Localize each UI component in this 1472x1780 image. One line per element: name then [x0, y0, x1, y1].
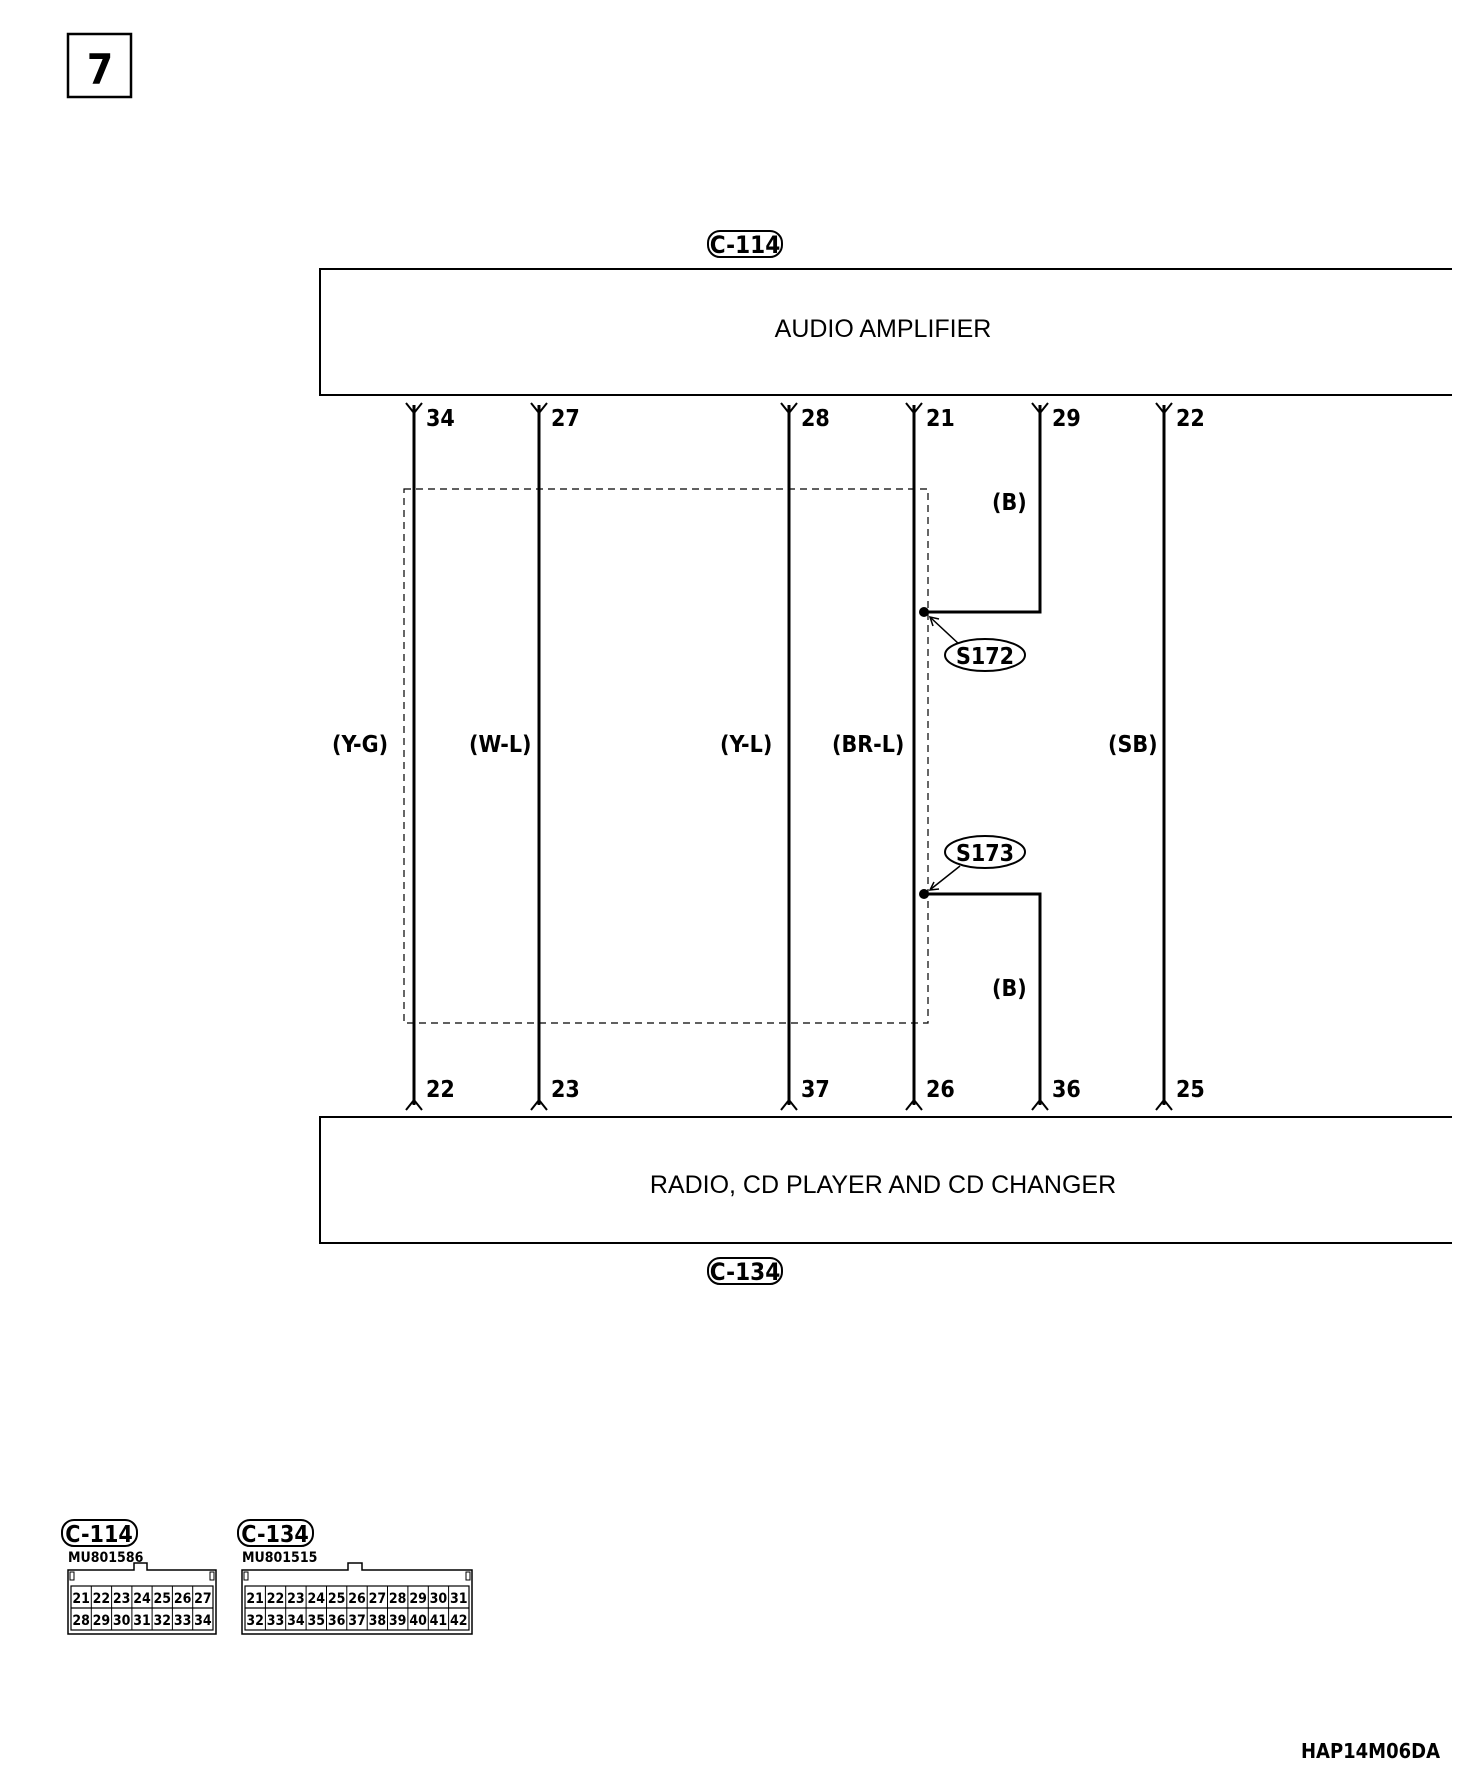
pin-cell: 33	[173, 1613, 192, 1629]
pin-cell: 39	[388, 1613, 407, 1629]
pin-cell: 36	[327, 1613, 346, 1629]
pin-cell: 28	[72, 1613, 90, 1629]
audio-amplifier-title: AUDIO AMPLIFIER	[774, 315, 992, 343]
wire-color-label: (Y-G)	[332, 732, 389, 758]
pin-cell: 30	[429, 1591, 448, 1607]
page-number: 7	[86, 45, 114, 94]
svg-text:C-114: C-114	[709, 231, 781, 259]
wire-color-label-bottom: (B)	[992, 976, 1027, 1002]
pin-cell: 26	[173, 1591, 192, 1607]
radio-title: RADIO, CD PLAYER AND CD CHANGER	[649, 1171, 1117, 1199]
pin-cell: 28	[388, 1591, 407, 1607]
pin-cell: 30	[112, 1613, 131, 1629]
pin-cell: 26	[348, 1591, 366, 1607]
svg-text:C-134: C-134	[241, 1522, 309, 1548]
pin-cell: 24	[307, 1591, 326, 1607]
pin-label-bottom: 37	[801, 1077, 830, 1103]
connector-view-c114	[62, 1520, 216, 1634]
wire-color-label-top: (B)	[992, 490, 1027, 516]
pin-cell: 38	[368, 1613, 387, 1629]
pin-cell: 29	[92, 1613, 111, 1629]
pin-cell: 25	[327, 1591, 346, 1607]
pin-cell: 35	[307, 1613, 326, 1629]
pin-label-top: 29	[1052, 406, 1081, 432]
pin-cell: 34	[287, 1613, 305, 1629]
pin-cell: 22	[92, 1591, 111, 1607]
connector-view-c134	[238, 1520, 472, 1634]
svg-text:C-134: C-134	[709, 1258, 781, 1286]
pin-cell: 41	[429, 1613, 448, 1629]
pin-label-bottom: 22	[426, 1077, 455, 1103]
pin-label-top: 27	[551, 406, 580, 432]
pin-cell: 27	[194, 1591, 212, 1607]
pin-cell: 32	[153, 1613, 172, 1629]
pin-label-bottom: 26	[926, 1077, 955, 1103]
wire-y-l	[720, 403, 830, 1110]
pin-cell: 21	[72, 1591, 90, 1607]
splice-s173-label: S173	[955, 841, 1015, 867]
wire-b	[926, 403, 1081, 1110]
pin-cell: 42	[450, 1613, 468, 1629]
pin-cell: 27	[368, 1591, 387, 1607]
pin-cell: 21	[246, 1591, 264, 1607]
wire-color-label: (SB)	[1108, 732, 1158, 758]
pin-label-top: 34	[426, 406, 455, 432]
pin-cell: 23	[287, 1591, 305, 1607]
wire-color-label: (BR-L)	[832, 732, 905, 758]
pin-label-bottom: 36	[1052, 1077, 1081, 1103]
pin-cell: 25	[153, 1591, 172, 1607]
pin-label-top: 28	[801, 406, 830, 432]
connector-part-number: MU801515	[242, 1550, 318, 1566]
pin-cell: 33	[266, 1613, 285, 1629]
pin-label-top: 21	[926, 406, 955, 432]
amplifier-connector-tag	[708, 231, 782, 259]
pin-cell: 40	[409, 1613, 427, 1629]
svg-text:C-114: C-114	[65, 1522, 133, 1548]
pin-cell: 34	[194, 1613, 212, 1629]
pin-cell: 24	[133, 1591, 151, 1607]
splice-s173	[919, 836, 1025, 899]
pin-cell: 37	[348, 1613, 366, 1629]
wire-sb	[1108, 403, 1205, 1110]
pin-label-bottom: 23	[551, 1077, 580, 1103]
connector-part-number: MU801586	[68, 1550, 144, 1566]
splice-s172	[919, 607, 1025, 671]
radio-connector-tag	[708, 1258, 782, 1286]
wire-color-label: (W-L)	[469, 732, 532, 758]
pin-label-bottom: 25	[1176, 1077, 1205, 1103]
pin-cell: 31	[450, 1591, 468, 1607]
pin-cell: 31	[133, 1613, 151, 1629]
wire-w-l	[469, 403, 580, 1110]
wire-y-g	[332, 403, 455, 1110]
drawing-code: HAP14M06DA	[1300, 1739, 1440, 1763]
pin-cell: 29	[409, 1591, 427, 1607]
pin-cell: 32	[246, 1613, 264, 1629]
pin-cell: 22	[266, 1591, 285, 1607]
wire-color-label: (Y-L)	[720, 732, 773, 758]
pin-label-top: 22	[1176, 406, 1205, 432]
splice-s172-label: S172	[955, 644, 1015, 670]
audio-amplifier-box	[320, 269, 1452, 395]
radio-box	[320, 1117, 1452, 1243]
pin-cell: 23	[112, 1591, 131, 1607]
wire-br-l	[832, 403, 955, 1110]
